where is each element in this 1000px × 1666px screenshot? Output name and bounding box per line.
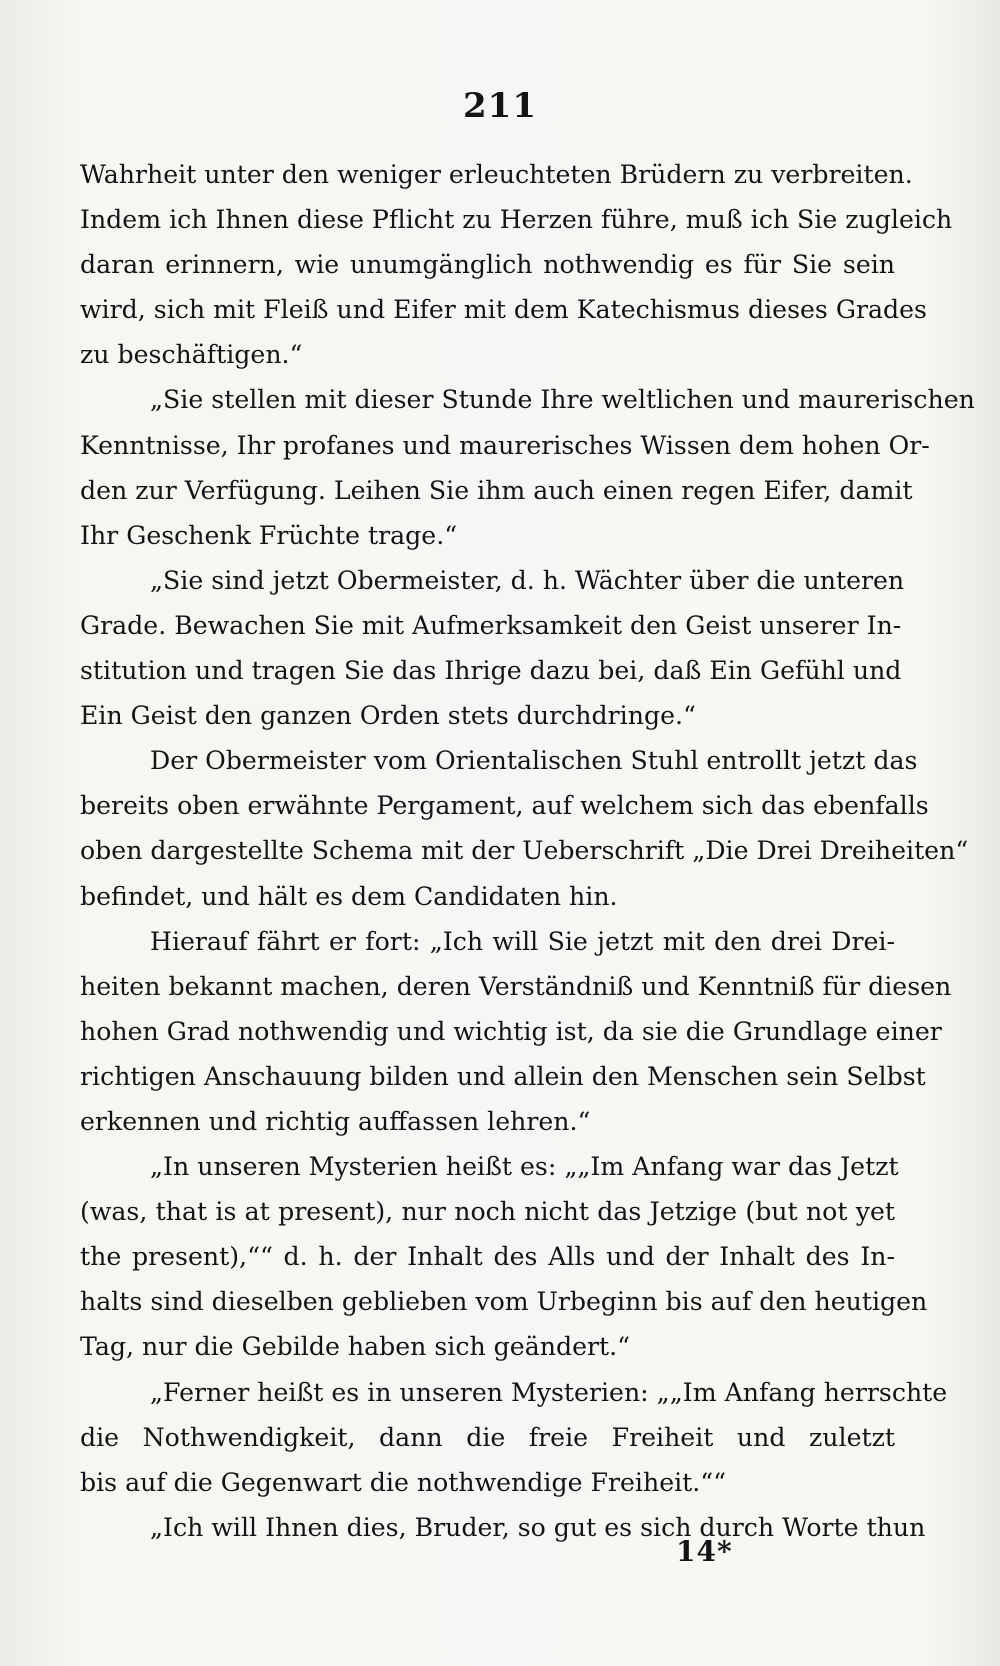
page-number: 211: [463, 86, 537, 126]
body-text: [80, 152, 975, 1550]
text-line: Indem ich Ihnen diese Pflicht zu Herzen führe, muß ich Sie zugleich: [80, 205, 953, 235]
text-line: „Sie stellen mit dieser Stunde Ihre weltlichen und maurerischen: [150, 385, 975, 415]
text-line: erkennen und richtig auffassen lehren.“: [80, 1106, 591, 1136]
text-line: Tag, nur die Gebilde haben sich geändert.“: [80, 1332, 631, 1362]
text-line: „Sie sind jetzt Obermeister, d. h. Wächter über die unteren: [150, 565, 905, 595]
text-line: the present),““ d. h. der Inhalt des Alls und der Inhalt des In-: [80, 1242, 895, 1272]
text-line: befindet, und hält es dem Candidaten hin.: [80, 881, 618, 911]
text-line: die Nothwendigkeit, dann die freie Freiheit und zuletzt: [80, 1422, 895, 1452]
text-line: den zur Verfügung. Leihen Sie ihm auch einen regen Eifer, damit: [80, 475, 913, 505]
text-line: richtigen Anschauung bilden und allein den Menschen sein Selbst: [80, 1061, 926, 1091]
text-line: Grade. Bewachen Sie mit Aufmerksamkeit den Geist unserer In-: [80, 610, 902, 640]
text-line: Hierauf fährt er fort: „Ich will Sie jetzt mit den drei Drei-: [150, 926, 895, 956]
text-line: daran erinnern, wie unumgänglich nothwendig es für Sie sein: [80, 250, 895, 280]
text-line: hohen Grad nothwendig und wichtig ist, da sie die Grundlage einer: [80, 1016, 942, 1046]
text-line: zu beschäftigen.“: [80, 340, 303, 370]
text-line: (was, that is at present), nur noch nicht das Jetzige (but not yet: [80, 1197, 895, 1227]
text-line: Ihr Geschenk Früchte trage.“: [80, 520, 458, 550]
text-line: wird, sich mit Fleiß und Eifer mit dem Katechismus dieses Grades: [80, 295, 927, 325]
text-line: halts sind dieselben geblieben vom Urbeginn bis auf den heutigen: [80, 1287, 928, 1317]
text-line: „In unseren Mysterien heißt es: „„Im Anfang war das Jetzt: [150, 1152, 899, 1182]
text-line: bis auf die Gegenwart die nothwendige Freiheit.““: [80, 1467, 727, 1497]
signature-mark: 14*: [676, 1535, 733, 1568]
text-line: „Ich will Ihnen dies, Bruder, so gut es sich durch Worte thun: [150, 1512, 926, 1542]
text-line: Wahrheit unter den weniger erleuchteten Brüdern zu verbreiten.: [80, 160, 913, 189]
text-line: bereits oben erwähnte Pergament, auf welchem sich das ebenfalls: [80, 791, 929, 821]
text-line: oben dargestellte Schema mit der Ueberschrift „Die Drei Dreiheiten“: [80, 836, 969, 866]
text-line: stitution und tragen Sie das Ihrige dazu bei, daß Ein Gefühl und: [80, 656, 902, 686]
text-line: Kenntnisse, Ihr profanes und maurerisches Wissen dem hohen Or-: [80, 430, 930, 460]
text-line: Ein Geist den ganzen Orden stets durchdringe.“: [80, 701, 696, 731]
text-line: „Ferner heißt es in unseren Mysterien: „„Im Anfang herrschte: [150, 1377, 948, 1407]
text-line: Der Obermeister vom Orientalischen Stuhl entrollt jetzt das: [150, 746, 918, 776]
text-line: heiten bekannt machen, deren Verständniß und Kenntniß für diesen: [80, 971, 952, 1001]
